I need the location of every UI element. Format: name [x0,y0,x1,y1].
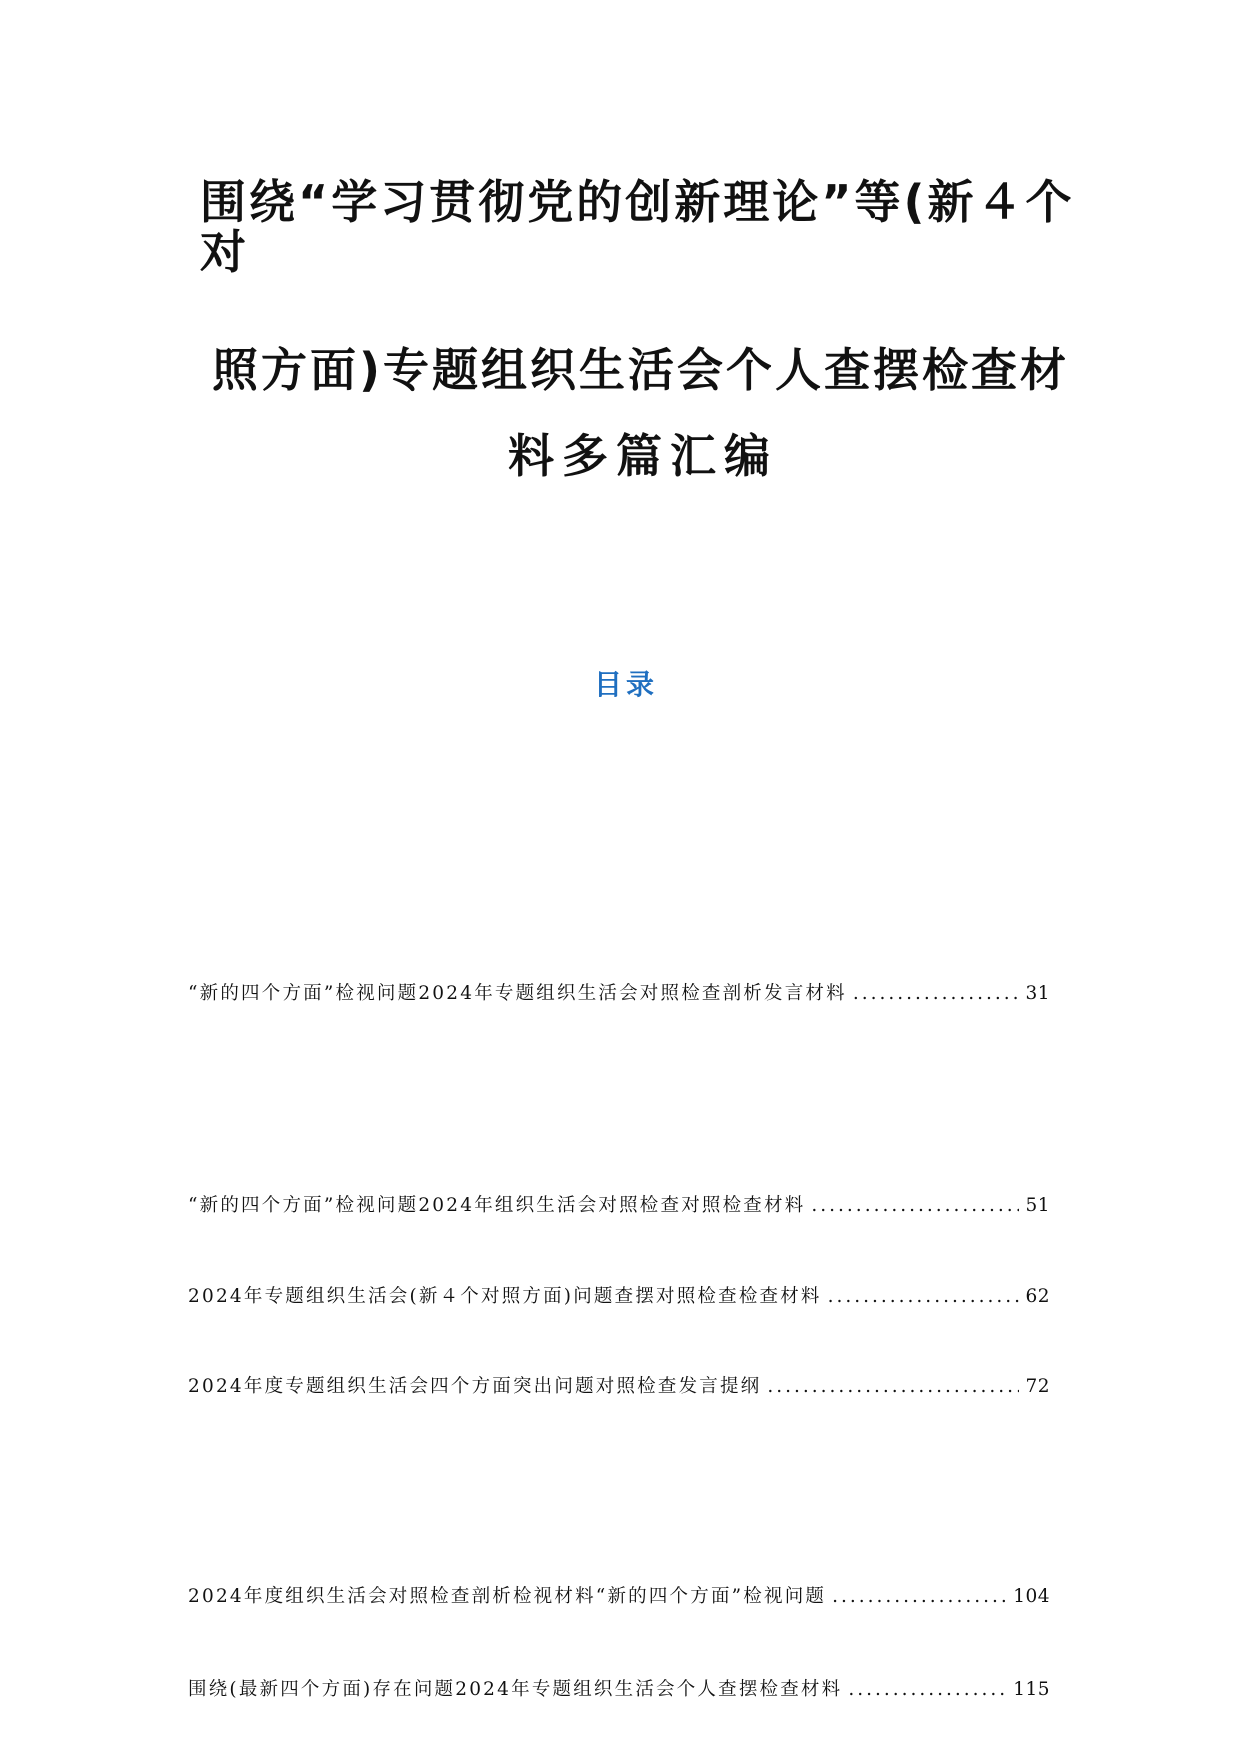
toc-entry[interactable] [188,1583,1050,1611]
toc-page-number: 31 [1025,983,1050,1004]
document-title-line-3: 照方面)专题组织生活会个人查摆检查材 [212,343,1070,397]
toc-heading: 目录 [594,668,659,701]
toc-dot-leader [811,1192,1019,1220]
toc-dot-leader [848,1676,1007,1704]
toc-page-number: 62 [1025,1286,1050,1307]
document-title-line-4: 料多篇汇编 [508,429,778,483]
toc-page-number: 104 [1013,1586,1050,1607]
toc-entry-title: “新的四个方面”检视问题2024年组织生活会对照检查对照检查材料 [188,1195,806,1216]
toc-entry-title: 2024年专题组织生活会(新４个对照方面)问题查摆对照检查检查材料 [188,1286,822,1307]
toc-entry[interactable] [188,1676,1050,1704]
toc-page-number: 51 [1025,1195,1050,1216]
toc-page-number: 115 [1013,1679,1050,1700]
toc-entry[interactable] [188,1373,1050,1401]
toc-entry-title: 2024年度组织生活会对照检查剖析检视材料“新的四个方面”检视问题 [188,1586,827,1607]
toc-dot-leader [828,1283,1020,1311]
toc-entry-title: 围绕(最新四个方面)存在问题2024年专题组织生活会个人查摆检查材料 [188,1679,843,1700]
toc-entry-title: “新的四个方面”检视问题2024年专题组织生活会对照检查剖析发言材料 [188,983,847,1004]
toc-entry[interactable] [188,1283,1050,1311]
document-title-line-2: 对 [200,225,249,279]
document-title-line-1: 围绕“学习贯彻党的创新理论”等(新４个 [200,175,1075,229]
toc-dot-leader [767,1373,1019,1401]
toc-dot-leader [853,980,1020,1008]
toc-entry-title: 2024年度专题组织生活会四个方面突出问题对照检查发言提纲 [188,1376,762,1397]
toc-page-number: 72 [1025,1376,1050,1397]
toc-dot-leader [832,1583,1007,1611]
toc-entry[interactable] [188,980,1050,1008]
toc-entry[interactable] [188,1192,1050,1220]
